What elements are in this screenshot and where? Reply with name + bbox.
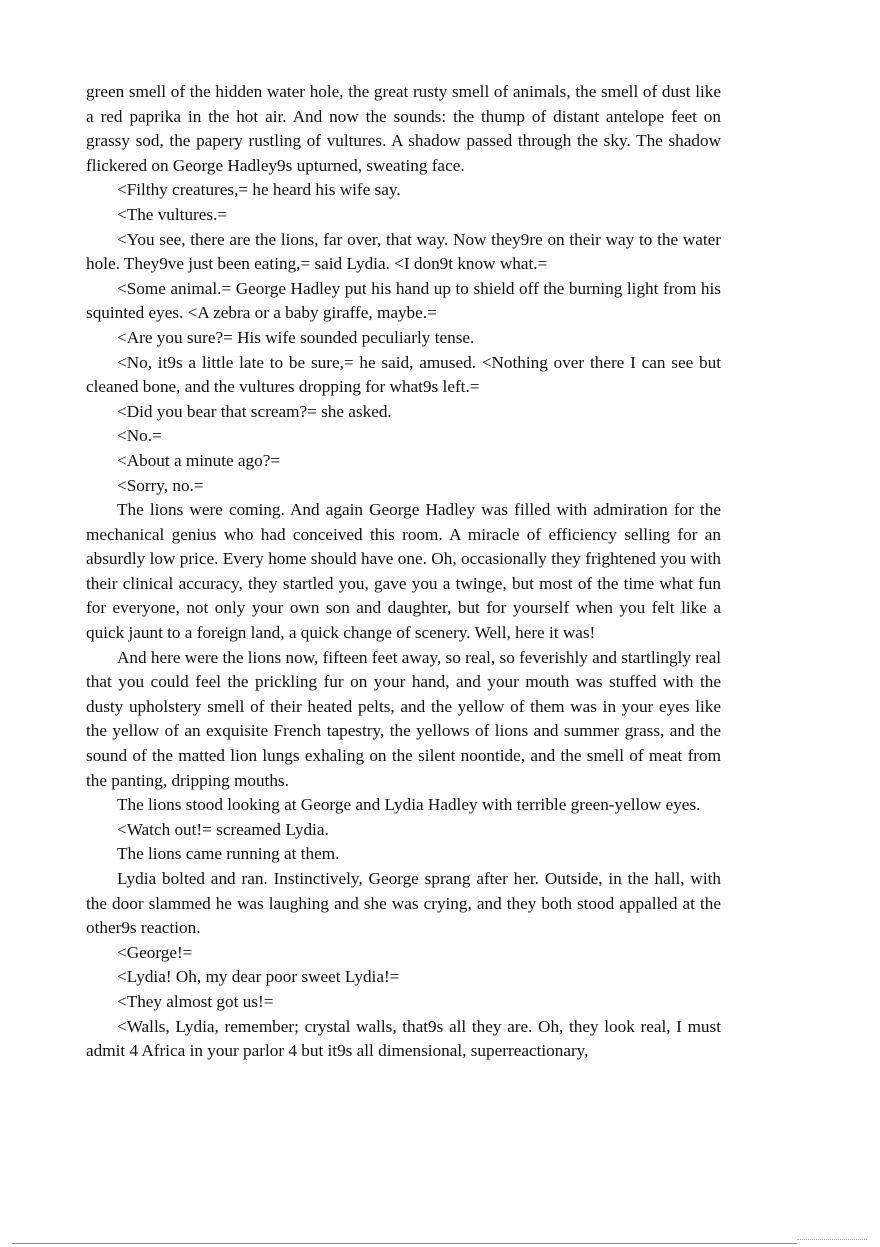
paragraph: <No.= [117,426,162,446]
paragraph: The lions came running at them. [117,844,340,864]
paragraph: <You see, there are the lions, far over, that way. Now they9re on their way to the water hole. They9ve just been eating,= said Lydia. <I don9t know what.= [86,229,721,274]
paragraph: <George!= [117,942,193,962]
paragraph: <Filthy creatures,= he heard his wife say. [117,180,401,200]
footer-dotted-rule [797,1239,867,1246]
paragraph: <Watch out!= screamed Lydia. [117,819,329,839]
paragraph: <They almost got us!= [117,991,274,1011]
paragraph: The lions were coming. And again George Hadley was filled with admiration for the mechanical genius who had conceived this room. A miracle of efficiency selling for an absurdly low price. Every home should have one. Oh, occasionally they frightened you with their clinical accuracy, they startled you, gave you a twinge, but most of the time what fun for everyone, not only your own son and daughter, but for yourself when you felt like a quick jaunt to a foreign land, a quick change of scenery. Well, here it was! [86,500,721,643]
paragraph: green smell of the hidden water hole, the great rusty smell of animals, the smell of dust like a red paprika in the hot air. And now the sounds: the thump of distant antelope feet on grassy sod, the papery rustling of vultures. A shadow passed through the sky. The shadow flickered on George Hadley9s upturned, sweating face. [86,82,721,175]
paragraph: <Are you sure?= His wife sounded peculiarly tense. [117,327,475,347]
page-body [86,80,721,1064]
paragraph: Lydia bolted and ran. Instinctively, George sprang after her. Outside, in the hall, with the door slammed he was laughing and she was crying, and they both stood appalled at the other9s reaction. [86,869,721,938]
paragraph: And here were the lions now, fifteen feet away, so real, so feverishly and startlingly real that you could feel the prickling fur on your hand, and your mouth was stuffed with the dusty upholstery smell of their heated pelts, and the yellow of them was in your eyes like the yellow of an exquisite French tapestry, the yellows of lions and summer grass, and the sound of the matted lion lungs exhaling on the silent noontide, and the smell of meat from the panting, dripping mouths. [86,647,721,790]
paragraph: <The vultures.= [117,204,228,224]
paragraph: <Lydia! Oh, my dear poor sweet Lydia!= [117,967,400,987]
footer-rule [12,1243,797,1244]
paragraph: <About a minute ago?= [117,450,281,470]
paragraph: <Walls, Lydia, remember; crystal walls, that9s all they are. Oh, they look real, I must admit 4 Africa in your parlor 4 but it9s all dimensional, superreactionary, [86,1016,721,1061]
paragraph: The lions stood looking at George and Lydia Hadley with terrible green-yellow eyes. [117,795,701,815]
paragraph: <Sorry, no.= [117,475,204,495]
paragraph: <No, it9s a little late to be sure,= he said, amused. <Nothing over there I can see but cleaned bone, and the vultures dropping for what9s left.= [86,352,721,397]
paragraph: <Did you bear that scream?= she asked. [117,401,392,421]
paragraph: <Some animal.= George Hadley put his hand up to shield off the burning light from his squinted eyes. <A zebra or a baby giraffe, maybe.= [86,278,721,323]
